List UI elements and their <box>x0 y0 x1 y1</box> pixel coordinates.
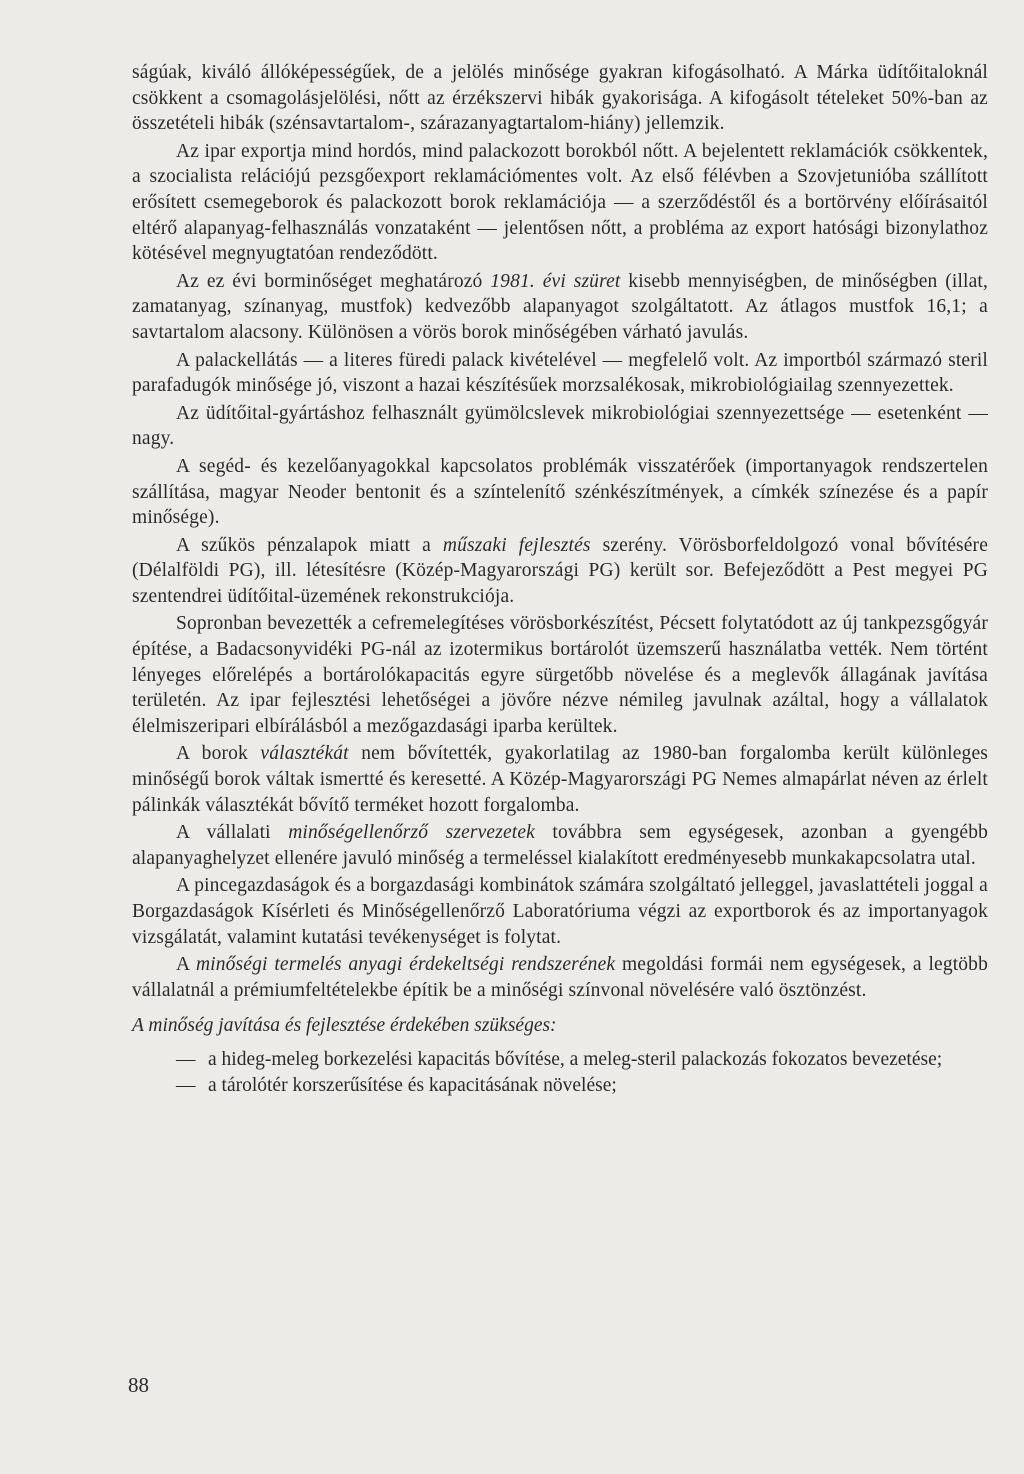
paragraph-text: A palackellátás — a literes füredi palack kivételével — megfelelő volt. Az importból származó steril parafadugók minősége jó, viszont a hazai készítésűek morzsalékosak, mikrobiológiailag szennyezettek. <box>132 349 988 397</box>
list-item <box>132 1047 988 1073</box>
paragraph <box>132 820 988 871</box>
emphasized-text: választékát <box>260 743 349 765</box>
paragraph-text: megoldási formái nem egységesek, a legtöbb vállalatnál a prémiumfeltételekbe építik be a minőségi színvonal növelésére való ösztönzést. <box>132 954 988 1001</box>
page-number: 88 <box>128 1373 149 1397</box>
paragraph <box>132 873 988 950</box>
paragraph <box>132 454 988 531</box>
paragraph <box>132 952 988 1003</box>
paragraph-text: továbbra sem egységesek, azonban a gyengébb alapanyaghelyzet ellenére javuló minőség a termeléssel kialakított eredményesebb munkakapcsolatra utal. <box>132 822 988 869</box>
emphasized-text: 1981. évi szüret <box>490 270 621 292</box>
paragraph <box>132 533 988 610</box>
emphasized-text: minőségellenőrző szervezetek <box>288 822 535 844</box>
paragraph-text: kisebb mennyiségben, de minőségben (illat, zamatanyag, színanyag, mustfok) kedvezőbb alapanyagot szolgáltatott. Az átlagos mustfok 16,1; a savtartalom alacsony. Különösen a vörös borok minőségében várható javulás. <box>132 270 989 343</box>
paragraph-text: A segéd- és kezelőanyagokkal kapcsolatos problémák visszatérőek (importanyagok rendszertelen szállítása, magyar Neoder bentonit és a színtelenítő szénkészítmények, a címkék színezése és a papír minősége). <box>132 455 988 529</box>
paragraph-text: Az ez évi borminőséget meghatározó <box>176 270 491 292</box>
paragraph-text: A borok <box>176 743 261 765</box>
paragraph <box>132 60 988 137</box>
page-body <box>132 60 988 1098</box>
paragraph <box>132 611 988 739</box>
list-item-text: a tárolótér korszerűsítése és kapacitásának növelése; <box>208 1074 617 1096</box>
paragraph <box>132 269 988 346</box>
paragraph-text: A <box>176 954 196 976</box>
paragraph-text: Sopronban bevezették a cefremelegítéses vörösborkészítést, Pécsett folytatódott az új tankpezsgőgyár építése, a Badacsonyvidéki PG-nál az izotermikus bortárolót üzemszerű használatba vették. Nem történt lényeges előrelépés a bortárolókapacitás egyre sürgetőbb növelése és a meglevők állagának javítása területén. Az ipar fejlesztési lehetőségei a jövőre nézve némileg javulnak azáltal, hogy a vállalatok élelmiszeripari elbírálásból a mezőgazdasági iparba kerültek. <box>132 613 988 737</box>
paragraph-text: A szűkös pénzalapok miatt a <box>176 534 443 556</box>
paragraph-text: A vállalati <box>176 822 289 844</box>
list-item <box>132 1073 988 1099</box>
emphasized-text: minőségi termelés anyagi érdekeltségi rendszerének <box>195 954 616 976</box>
list-dash: — <box>176 1074 196 1096</box>
paragraph-text: Az ipar exportja mind hordós, mind palackozott borokból nőtt. A bejelentett reklamációk csökkentek, a szocialista relációjú pezsgőexport reklamációmentes volt. Az első félévben a Szovjetunióba szállított erősített csemegeborok és palackozott borok reklamációja — a szerződéstől és a bortörvény előírásaitól eltérő alapanyag-felhasználás vonzataként — jelentősen nőtt, a probléma az export hatósági bizonylathoz kötésével megnyugtatóan rendeződött. <box>132 140 988 265</box>
body-text <box>132 60 988 1003</box>
paragraph-text: ságúak, kiváló állóképességűek, de a jelölés minősége gyakran kifogásolható. A Márka üdítőitaloknál csökkent a csomagolásjelölési, nőtt az érzékszervi hibák gyakorisága. A kifogásolt tételeket 50%-ban az összetételi hibák (szénsavtartalom-, szárazanyagtartalom-hiány) jellemzik. <box>132 62 988 135</box>
paragraph-text: A pincegazdaságok és a borgazdasági kombinátok számára szolgáltató jelleggel, javaslattételi joggal a Borgazdaságok Kísérleti és Minőségellenőrző Laboratóriuma végzi az exportborok és az importanyagok vizsgálatát, valamint kutatási tevékenységet is folytat. <box>132 875 988 948</box>
paragraph-text: Az üdítőital-gyártáshoz felhasznált gyümölcslevek mikrobiológiai szennyezettsége — esetenként — nagy. <box>132 402 988 450</box>
paragraph <box>132 401 988 452</box>
requirements-list <box>132 1047 988 1098</box>
paragraph <box>132 741 988 818</box>
paragraph <box>132 139 988 267</box>
paragraph-text: szerény. Vörösborfeldolgozó vonal bővítésére (Délalföldi PG), ill. létesítésre (Közép-Magyarországi PG) került sor. Befejeződött a Pest megyei PG szentendrei üdítőital-üzemének rekonstrukciója. <box>132 534 989 607</box>
emphasized-text: műszaki fejlesztés <box>442 534 591 556</box>
paragraph <box>132 348 988 399</box>
list-item-text: a hideg-meleg borkezelési kapacitás bővítése, a meleg-steril palackozás fokozatos bevezetése; <box>208 1048 943 1070</box>
list-heading: A minőség javítása és fejlesztése érdekében szükséges: <box>132 1015 557 1037</box>
list-dash: — <box>176 1048 196 1070</box>
paragraph-text: nem bővítették, gyakorlatilag az 1980-ban forgalomba került különleges minőségű borok váltak ismertté és keresetté. A Közép-Magyarországi PG Nemes almapárlat néven az érlelt pálinkák választékát bővítő terméket hozott forgalomba. <box>132 743 988 816</box>
